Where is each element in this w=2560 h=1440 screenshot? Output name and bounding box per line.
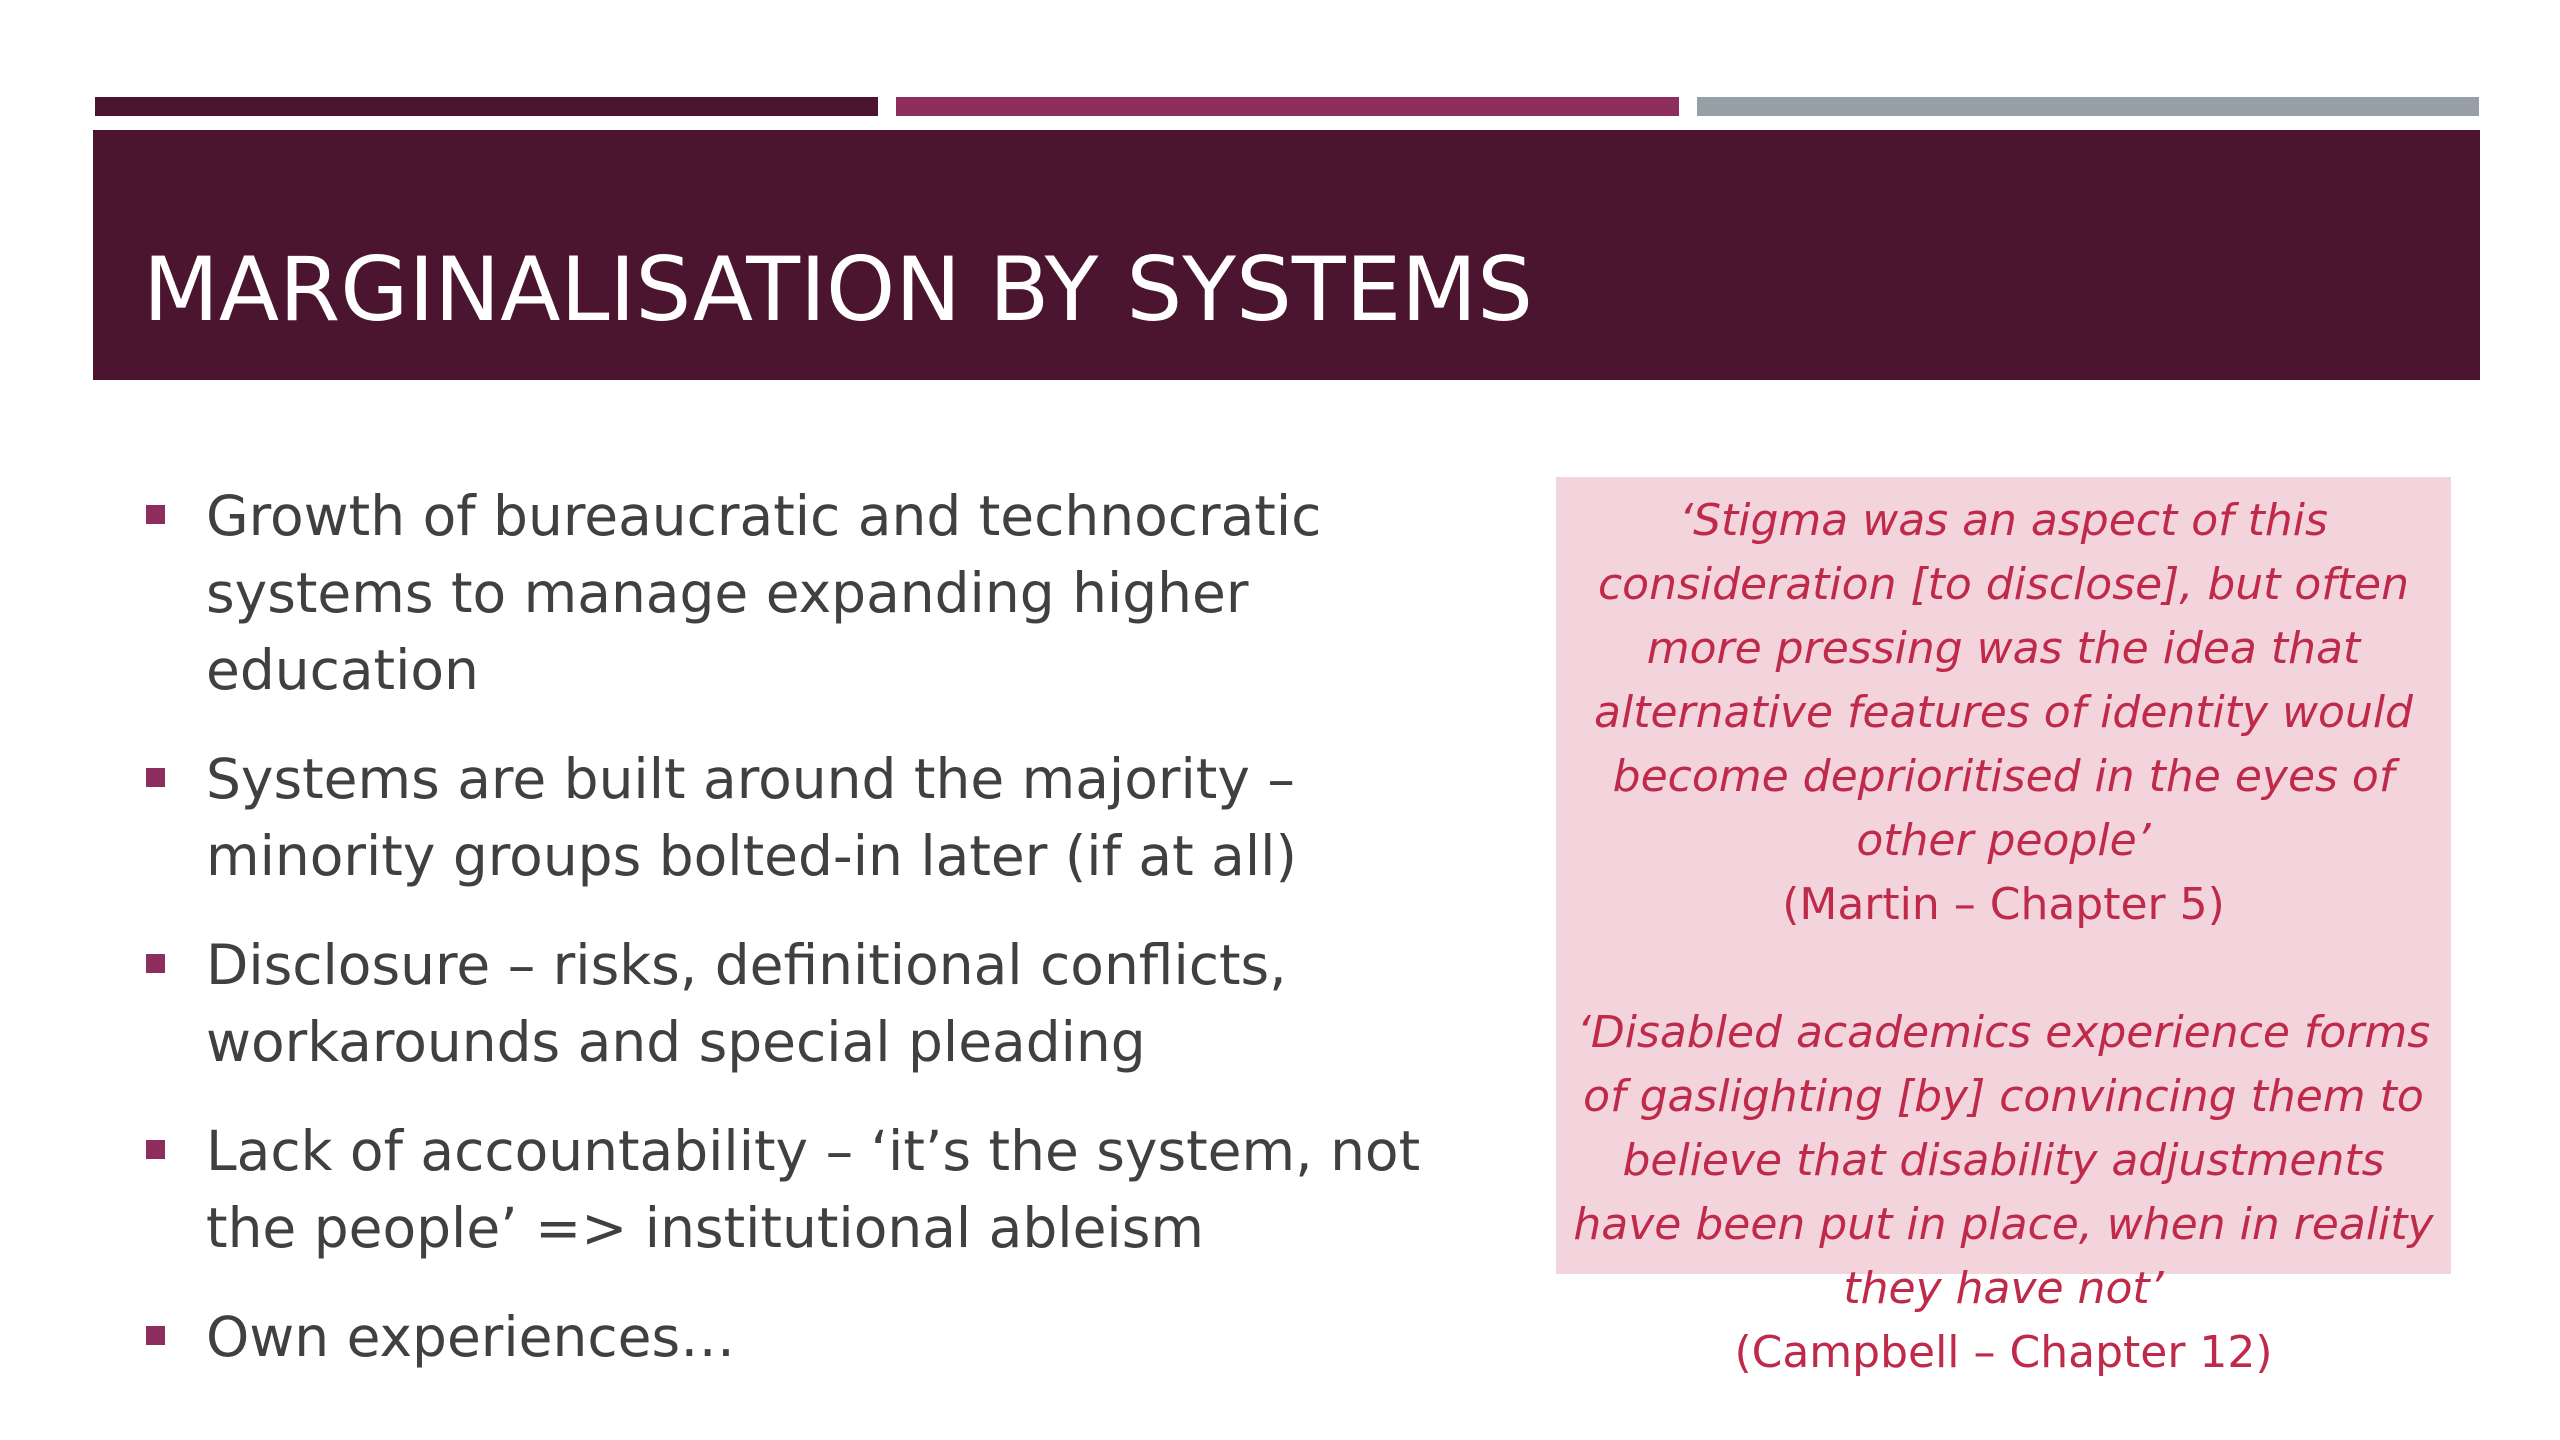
quote-box bbox=[1556, 477, 2451, 1378]
title-band bbox=[93, 130, 2480, 380]
square-bullet-icon bbox=[146, 505, 165, 524]
quote-spacer bbox=[1566, 937, 2441, 1001]
quote-citation: (Martin – Chapter 5) bbox=[1782, 879, 2225, 930]
square-bullet-icon bbox=[146, 954, 165, 973]
slide-title: MARGINALISATION BY SYSTEMS bbox=[143, 238, 1533, 341]
bullet-list bbox=[140, 478, 1500, 1408]
accent-bar-mid bbox=[896, 97, 1679, 116]
quote-text: ‘Disabled academics experience forms of gaslighting [by] convincing them to believe that disability adjustments have been put in place, when in reality they have not’ bbox=[1573, 1007, 2434, 1314]
accent-bar-grey bbox=[1697, 97, 2479, 116]
square-bullet-icon bbox=[146, 1140, 165, 1159]
square-bullet-icon bbox=[146, 768, 165, 787]
bullet-item bbox=[140, 1113, 1500, 1267]
bullet-text: Own experiences… bbox=[206, 1305, 736, 1369]
accent-bar-dark bbox=[95, 97, 878, 116]
bullet-item bbox=[140, 741, 1500, 895]
bullet-text: Systems are built around the majority – minority groups bolted-in later (if at all) bbox=[206, 747, 1297, 888]
bullet-item bbox=[140, 1299, 1500, 1376]
bullet-text: Lack of accountability – ‘it’s the system, not the people’ => institutional ableism bbox=[206, 1119, 1421, 1260]
bullet-item bbox=[140, 927, 1500, 1081]
bullet-item bbox=[140, 478, 1500, 709]
bullet-text: Disclosure – risks, definitional conflicts, workarounds and special pleading bbox=[206, 933, 1287, 1074]
bullet-text: Growth of bureaucratic and technocratic systems to manage expanding higher education bbox=[206, 484, 1322, 702]
quote-citation: (Campbell – Chapter 12) bbox=[1734, 1327, 2273, 1378]
quote-text: ‘Stigma was an aspect of this consideration [to disclose], but often more pressing was the idea that alternative features of identity would become deprioritised in the eyes of other people’ bbox=[1594, 495, 2413, 866]
square-bullet-icon bbox=[146, 1326, 165, 1345]
